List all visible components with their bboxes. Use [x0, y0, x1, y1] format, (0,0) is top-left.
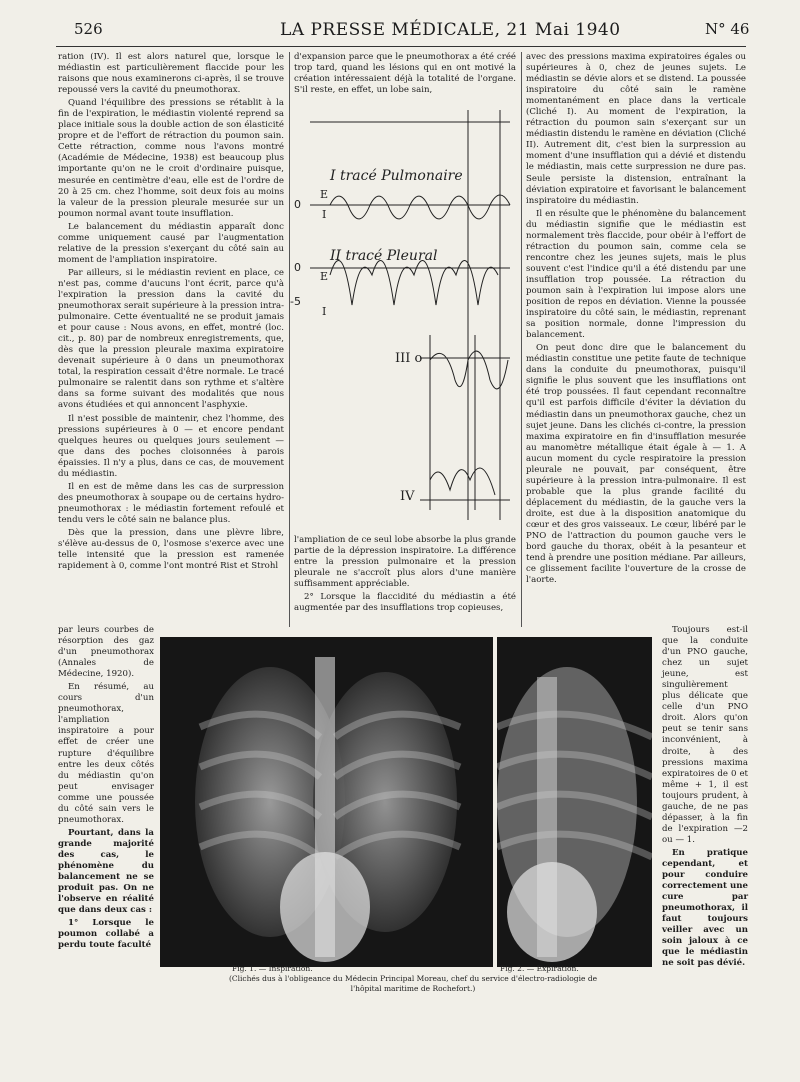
paragraph: 2° Lorsque la flaccidité du médiastin a été augmentée par des insufflations trop copieuses,	[294, 592, 516, 614]
paragraph: Il n'est possible de maintenir, chez l'homme, des pressions supérieures à 0 — et encore pendant quelques heures ou quelques jours seulement — que dans des poches cloisonnées à parois épaissies. Il n'y a plus, dans ce cas, de mouvement du médiastin.	[58, 413, 284, 479]
expiration-marker: E	[320, 270, 329, 283]
trace-label-3: III o	[395, 351, 423, 366]
paragraph: Quand l'équilibre des pressions se rétablit à la fin de l'expiration, le médiastin violenté reprend sa place initiale sous la double action de son élasticité propre et de l'effort de rétraction du poumon sain. Cette rétraction, comme nous l'avons montré (Académie de Médecine, 1938) est beaucoup plus importante qu'on ne le croit d'ordinaire puisque, mesurée en centimètre d'eau, elle est de l'ordre de 20 à 25 cm. chez l'homme, soit deux fois au moins la valeur de la pression pleurale mesurée sur un poumon normal avant toute insufflation.	[58, 98, 284, 219]
expiration-marker: E	[320, 188, 329, 201]
paragraph: 1° Lorsque le poumon collabé a perdu toute faculté	[58, 918, 154, 951]
column-1	[58, 52, 284, 574]
column-2	[294, 52, 516, 98]
column-divider	[521, 52, 522, 627]
column-3-continued	[662, 625, 748, 971]
xray-inspiration-image	[160, 637, 493, 967]
page-header	[0, 20, 800, 42]
paragraph: Dès que la pression, dans une plèvre libre, s'élève au-dessus de 0, l'osmose s'exerce avec une telle intensité que la pression est ramenée rapidement à 0, comme l'ont montré Rist et Strohl	[58, 527, 284, 572]
header-rule	[56, 46, 746, 47]
issue-number: N° 46	[705, 20, 750, 38]
figure-2-caption: Fig. 2. — Expiration.	[500, 964, 579, 973]
column-2-continued	[294, 535, 516, 616]
figure-credit: (Clichés dus à l'obligeance du Médecin Principal Moreau, chef du service d'électro-radiologie de l'hôpital maritime de Rochefort.)	[228, 974, 598, 993]
paragraph: Le balancement du médiastin apparaît donc comme uniquement causé par l'augmentation relative de la pression s'exerçant du côté sain au moment de l'ampliation inspiratoire.	[58, 221, 284, 265]
paragraph: avec des pressions maxima expiratoires égales ou supérieures à 0, chez de jeunes sujets. Le médiastin se dévie alors et se distend. La poussée inspiratoire du côté sain le ramène momentanément en place dans la verticale (Cliché I). Au moment de l'expiration, la rétraction du poumon sain s'exerçant sur un médiastin distendu le ramène en déviation (Cliché II). Autrement dit, c'est bien la surpression au moment d'une insufflation qui a dévié et distendu le médiastin, mais cette surpression ne dure pas. Seule persiste la distension, entraînant la déviation expiratoire et favorisant le balancement inspiratoire du médiastin.	[526, 52, 746, 206]
column-1-continued	[58, 625, 154, 953]
paragraph: l'ampliation de ce seul lobe absorbe la plus grande partie de la dépression inspiratoire. La différence entre la pression pulmonaire et la pression pleurale ne s'accroît plus alors d'une manière suffisamment appréciable.	[294, 535, 516, 590]
paragraph: On peut donc dire que le balancement du médiastin constitue une petite faute de technique dans la conduite du pneumothorax, puisqu'il signifie le plus souvent que les insufflations ont été trop poussées. Il faut cependant reconnaître qu'il est parfois difficile d'éviter la déviation du médiastin dans un pneumothorax gauche, chez un sujet jeune. Dans les clichés ci-contre, la pression maxima expiratoire en fin d'insufflation mesurée au manomètre métallique était égale à — 1. A aucun moment du cycle respiratoire la pression pleurale ne pouvait, par conséquent, être supérieure à la pression intra-pulmonaire. Il est probable que la plus grande facilité du déplacement du médiastin, de la gauche vers la droite, est due à la disposition anatomique du cœur et des gros vaisseaux. Le cœur, libéré par le PNO de l'attraction du poumon gauche vers le bord gauche du thorax, obéit à la pesanteur et tend à prendre une position médiane. Par ailleurs, ce glissement facilite l'ouverture de la crosse de l'aorte.	[526, 343, 746, 586]
inspiration-marker: I	[322, 305, 327, 318]
paragraph: par leurs courbes de résorption des gaz d'un pneumothorax (Annales de Médecine, 1920).	[58, 625, 154, 680]
paragraph: Pourtant, dans la grande majorité des cas, le phénomène du balancement ne se produit pas. On ne l'observe en réalité que dans deux cas :	[58, 827, 154, 916]
minus-five-marker: -5	[290, 295, 301, 308]
inspiration-marker: I	[322, 208, 327, 221]
column-3	[526, 52, 746, 588]
paragraph: Il en est de même dans les cas de surpression des pneumothorax à soupape ou de certains hydro-pneumothorax : le médiastin fortement refoulé et tendu vers le côté sain ne balance plus.	[58, 481, 284, 525]
xray-expiration-image	[497, 637, 652, 967]
paragraph: En résumé, au cours d'un pneumothorax, l'ampliation inspiratoire a pour effet de créer une rupture d'équilibre entre les deux côtés du médiastin qu'on peut envisager comme une poussée du côté sain vers le pneumothorax.	[58, 682, 154, 825]
pressure-tracing-diagram	[290, 110, 520, 530]
journal-title: LA PRESSE MÉDICALE, 21 Mai 1940	[280, 20, 621, 40]
paragraph: Il en résulte que le phénomène du balancement du médiastin signifie que le médiastin est normalement très flaccide, pour obéir à l'effort de rétraction du poumon sain, comme cela se rencontre chez les jeunes sujets, mais le plus souvent c'est l'indice qu'il a été distendu par une insufflation trop poussée. La rétraction du poumon sain à l'expiration lui impose alors une position de repos en déviation. Vienne la poussée inspiratoire du côté sain, le médiastin, reprenant sa position normale, donne l'impression du balancement.	[526, 208, 746, 341]
paragraph: d'expansion parce que le pneumothorax a été créé trop tard, quand les lésions qui en ont motivé la création intéressaient déjà la totalité de l'organe. S'il reste, en effet, un lobe sain,	[294, 52, 516, 96]
zero-marker: 0	[294, 261, 301, 274]
paragraph: ration (IV). Il est alors naturel que, lorsque le médiastin est particulièrement flaccide pour les raisons que nous examinerons ci-après, il se trouve repoussé vers la cavité du pneumothorax.	[58, 52, 284, 96]
page-number: 526	[74, 20, 103, 38]
paragraph: Toujours est-il que la conduite d'un PNO gauche, chez un sujet jeune, est singulièrement plus délicate que celle d'un PNO droit. Alors qu'on peut se tenir sans inconvénient, à droite, à des pressions maxima expiratoires de 0 et même + 1, il est toujours prudent, à gauche, de ne pas dépasser, à la fin de l'expiration —2 ou — 1.	[662, 625, 748, 845]
trace-label-pulmonary: I tracé Pulmonaire	[330, 168, 463, 184]
paragraph: En pratique cependant, et pour conduire correctement une cure par pneumothorax, il faut toujours veiller avec un soin jaloux à ce que le médiastin ne soit pas dévié.	[662, 847, 748, 969]
trace-label-pleural: II tracé Pleural	[330, 248, 438, 264]
figure-1-caption: Fig. 1. — Inspiration.	[232, 964, 313, 973]
zero-marker: 0	[294, 198, 301, 211]
trace-label-4: IV	[400, 489, 415, 504]
paragraph: Par ailleurs, si le médiastin revient en place, ce n'est pas, comme d'aucuns l'ont écrit, parce qu'à l'expiration la pression dans la cavité du pneumothorax serait supérieure à la pression intra-pulmonaire. Cette éventualité ne se produit jamais et pour cause : Nous avons, en effet, montré (loc. cit., p. 80) par de nombreux enregistrements, que, dès que la pression pleurale maxima expiratoire devenait supérieure à 0 dans un pneumothorax total, la respiration cessait d'être normale. Le tracé pulmonaire se ralentit dans son rythme et s'altère dans sa forme suivant des modalités que nous avons étudiées et qui annoncent l'asphyxie.	[58, 267, 284, 411]
